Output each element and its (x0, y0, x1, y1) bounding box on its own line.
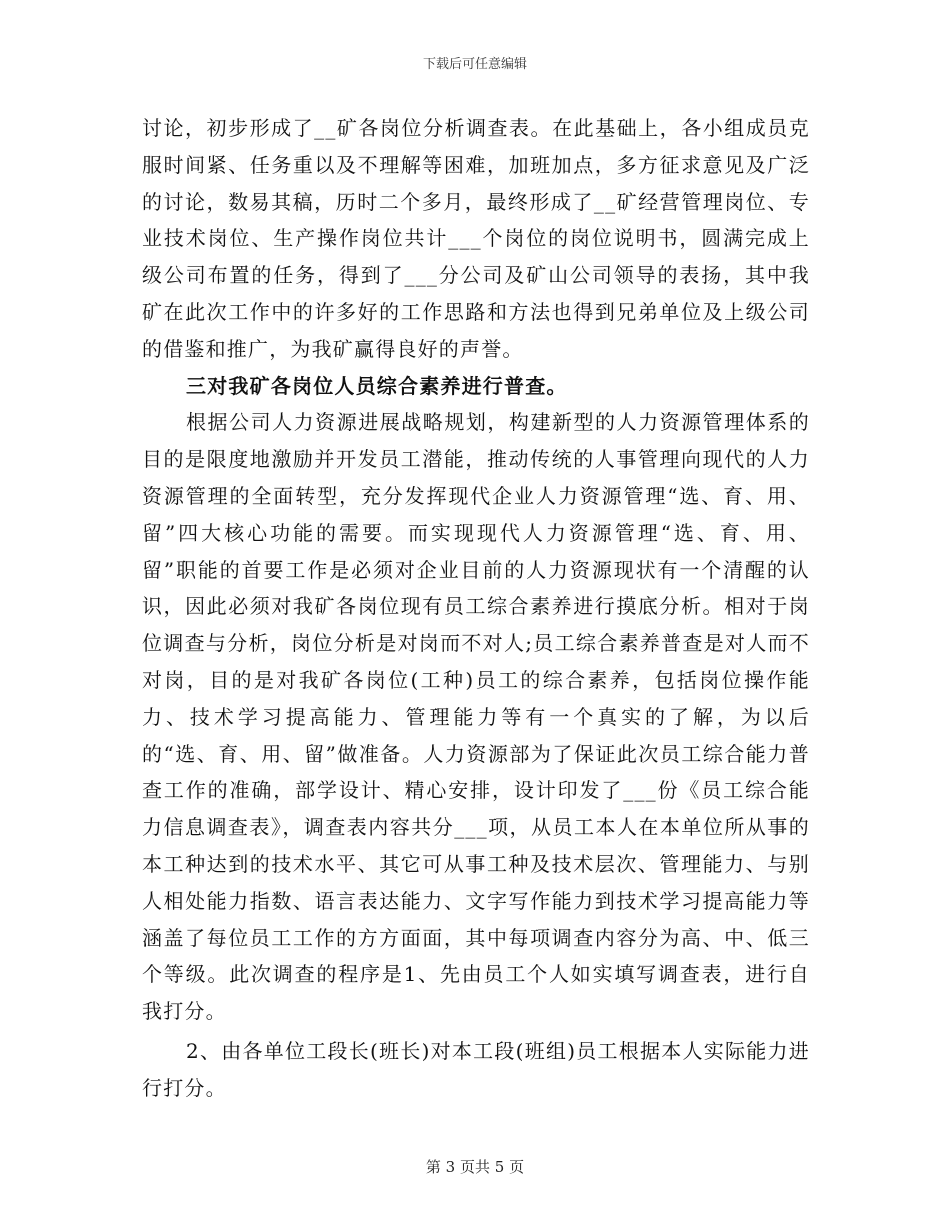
page-header: 下载后可任意编辑 (422, 57, 527, 72)
document-body (142, 110, 810, 1107)
page-number: 第 3 页共 5 页 (425, 1158, 525, 1176)
paragraph-body: 根据公司人力资源进展战略规划，构建新型的人力资源管理体系的目的是限度地激励并开发员工潜能，推动传统的人事管理向现代的人力资源管理的全面转型，充分发挥现代企业人力资源管理“选、育、用、留”四大核心功能的需要。而实现现代人力资源管理“选、育、用、留”职能的首要工作是必须对企业目前的人力资源现状有一个清醒的认识，因此必须对我矿各岗位现有员工综合素养进行摸底分析。相对于岗位调查与分析，岗位分析是对岗而不对人;员工综合素养普查是对人而不对岗，目的是对我矿各岗位(工种)员工的综合素养，包括岗位操作能力、技术学习提高能力、管理能力等有一个真实的了解，为以后的“选、育、用、留”做准备。人力资源部为了保证此次员工综合能力普查工作的准确，部学设计、精心安排，设计印发了___份《员工综合能力信息调查表》，调查表内容共分___项，从员工本人在本单位所从事的本工种达到的技术水平、其它可从事工种及技术层次、管理能力、与别人相处能力指数、语言表达能力、文字写作能力到技术学习提高能力等涵盖了每位员工工作的方方面面，其中每项调查内容分为高、中、低三个等级。此次调查的程序是1、先由员工个人如实填写调查表，进行自我打分。 (142, 410, 810, 1024)
paragraph-continued: 讨论，初步形成了__矿各岗位分析调查表。在此基础上，各小组成员克服时间紧、任务重以及不理解等困难，加班加点，多方征求意见及广泛的讨论，数易其稿，历时二个多月，最终形成了__矿经营管理岗位、专业技术岗位、生产操作岗位共计___个岗位的岗位说明书，圆满完成上级公司布置的任务，得到了___分公司及矿山公司领导的表扬，其中我矿在此次工作中的许多好的工作思路和方法也得到兄弟单位及上级公司的借鉴和推广，为我矿赢得良好的声誉。 (142, 116, 810, 361)
paragraph-body: 2、由各单位工段长(班长)对本工段(班组)员工根据本人实际能力进行打分。 (142, 1038, 810, 1100)
section-heading: 三对我矿各岗位人员综合素养进行普查。 (186, 373, 568, 398)
